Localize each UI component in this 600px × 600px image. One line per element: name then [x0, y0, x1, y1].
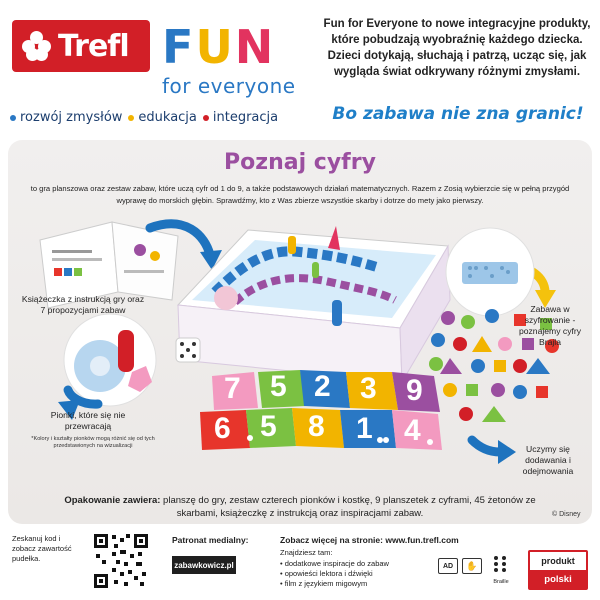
qr-code-icon[interactable] [92, 532, 150, 590]
find-item: • dodatkowe inspiracje do zabaw [280, 559, 389, 568]
badge-bottom: polski [530, 570, 586, 588]
find-item: • opowieści lektora i dźwięki [280, 569, 373, 578]
product-title: Poznaj cyfry [224, 150, 376, 175]
caption-pawns: Pionki, które się nie przewracają [50, 410, 126, 431]
fun-letter-f: F [162, 20, 194, 74]
fun-letter-u: U [195, 20, 233, 74]
braille-label: Braille [493, 579, 509, 585]
card-digit: 9 [406, 374, 423, 407]
card-digit: 7 [224, 372, 241, 405]
header-description: Fun for Everyone to nowe integracyjne produkty, które pobudzają wyobraźnię każdego dziecka. Dzieci dotykają, słuchają i patrzą, ucząc się, jak wygląda świat odkrywany różnymi zmysłami. [323, 18, 591, 78]
audio-description-icon: AD [438, 558, 458, 574]
website-link[interactable]: www.fun.trefl.com [385, 535, 459, 545]
card-digit: 2 [314, 370, 331, 403]
package-contents: Opakowanie zawiera: planszę do gry, zestaw czterech pionków i kostkę, 9 planszetek z cyframi, 45 żetonów ze skarbami, książeczkę z instrukcją oraz inspiracjami zabaw. [64, 495, 536, 519]
caption-booklet: Książeczka z instrukcją gry oraz 7 propozycjami zabaw [21, 294, 145, 315]
card-digit: 3 [360, 372, 377, 405]
card-digit: 4 [404, 414, 421, 447]
card-digit: 1 [356, 412, 373, 445]
card-digit: 5 [270, 370, 287, 403]
game-board-image [178, 226, 450, 382]
badge-top: produkt [530, 552, 586, 570]
note-pawns: *Kolory i kształty pionków mogą różnić się od tych przedstawionych na wizualizacji [31, 436, 155, 449]
braille-icon [490, 554, 512, 585]
find-label: Znajdziesz tam: [280, 548, 333, 557]
product-description: to gra planszowa oraz zestaw zabaw, które uczą cyfr od 1 do 9, a także podstawowych działań matematycznych. Razem z Zosią wybierzcie się w pełną przygód wyprawę do morskich głębin. Sprawdźmy, kto z Was zbierze wszystkie skarby i dotrze do mety jako pierwszy. [30, 184, 570, 205]
brand-name: Trefl [58, 28, 129, 64]
fun-subtitle: for everyone [162, 74, 296, 98]
polish-product-badge [528, 550, 588, 590]
patron-label: Patronat medialny: [172, 535, 249, 545]
fun-letter-n: N [234, 20, 274, 74]
tag-senses: rozwój zmysłów [10, 110, 122, 125]
tag-education: edukacja [128, 110, 196, 125]
tag-integration: integracja [203, 110, 278, 125]
card-digit: 5 [260, 410, 277, 443]
patron-logo: zabawkowicz.pl [172, 556, 236, 574]
qr-caption: Zeskanuj kod i zobacz zawartość pudełka. [12, 534, 72, 563]
caption-math: Uczymy się dodawania i odejmowania [522, 444, 574, 476]
sign-language-icon: ✋ [462, 558, 482, 574]
card-digit: 6 [214, 412, 231, 445]
caption-braille: Zabawa w szyfrowanie - poznajemy cyfry Brajla [518, 304, 582, 347]
card-digit: 8 [308, 410, 325, 443]
website-line: Zobacz więcej na stronie: www.fun.trefl.com [280, 535, 459, 545]
motto: Bo zabawa nie zna granic! [332, 104, 584, 124]
copyright: © Disney [552, 511, 581, 518]
find-item: • film z językiem migowym [280, 579, 368, 588]
